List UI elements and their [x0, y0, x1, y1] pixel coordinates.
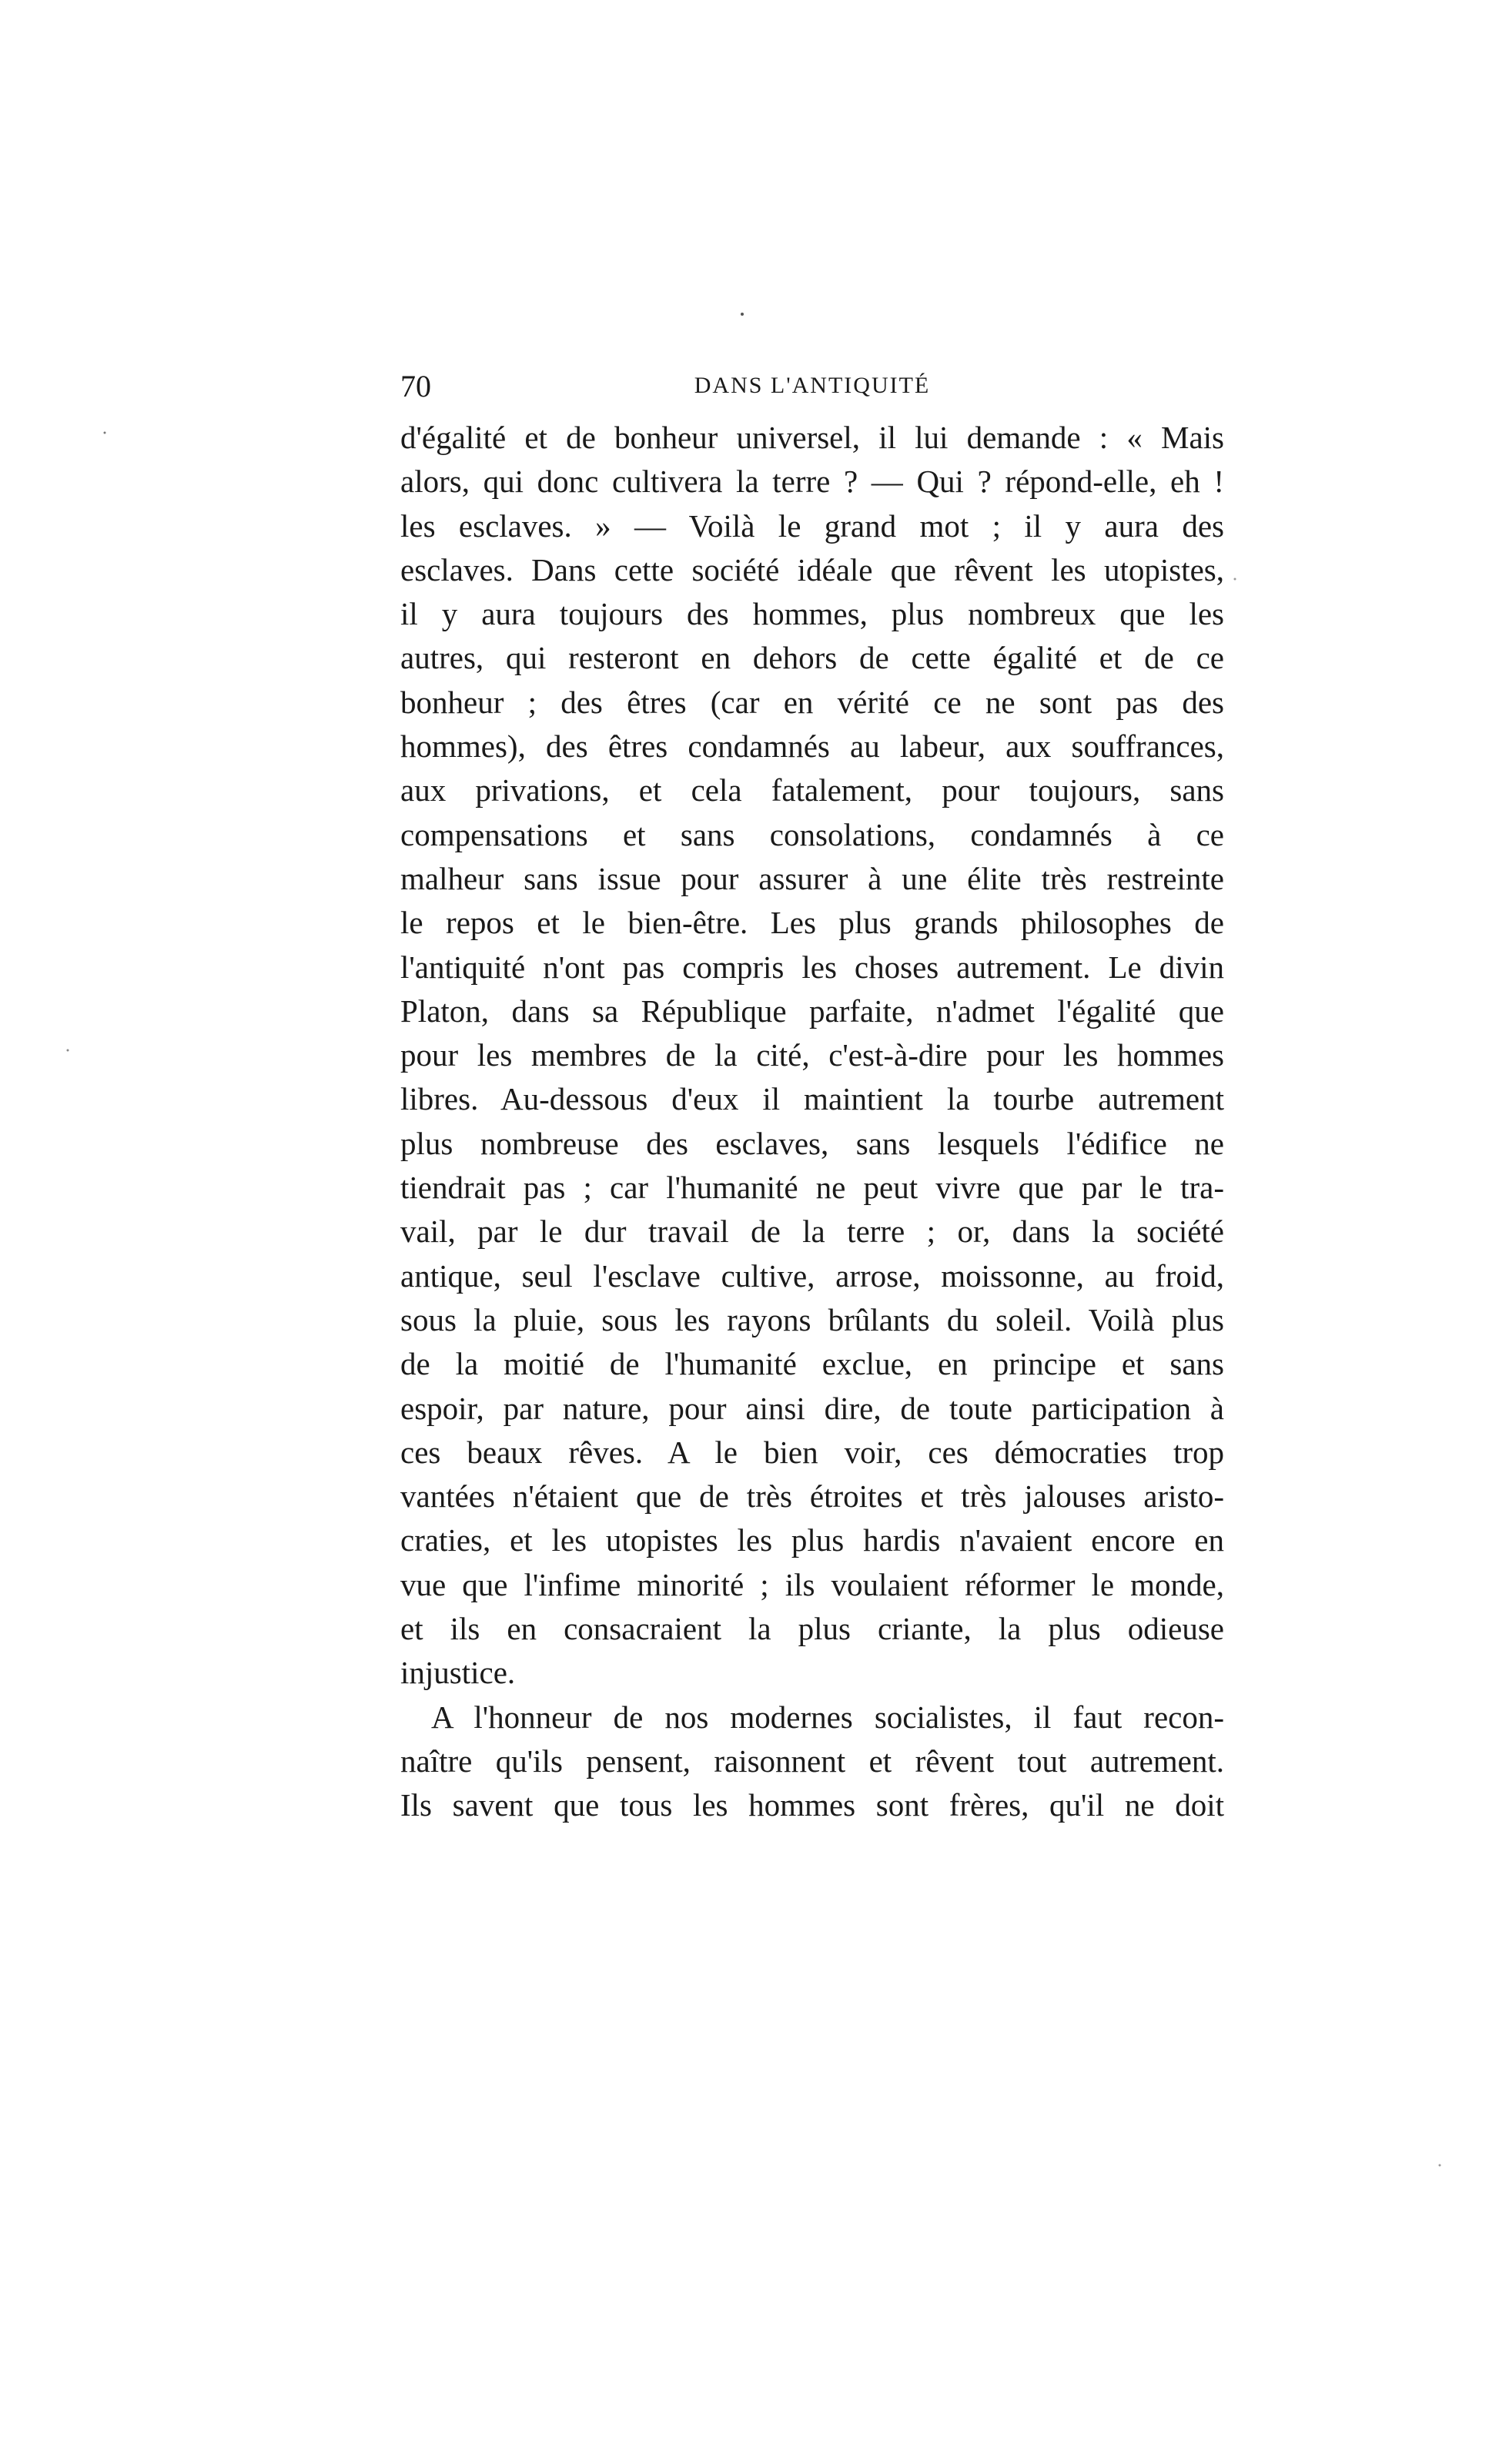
text-line: vantées n'étaient que de très étroites et très jalouses aristo- [400, 1478, 1224, 1515]
running-head: DANS L'ANTIQUITÉ [694, 373, 931, 398]
text-line: vue que l'infime minorité ; ils voulaient réformer le monde, [400, 1566, 1224, 1602]
text-line: sous la pluie, sous les rayons brûlants du soleil. Voilà plus [400, 1301, 1224, 1337]
text-line: antique, seul l'esclave cultive, arrose, moissonne, au froid, [400, 1257, 1224, 1294]
text-line: craties, et les utopistes les plus hardis n'avaient encore en [400, 1522, 1224, 1558]
text-line: Ils savent que tous les hommes sont frères, qu'il ne doit [400, 1787, 1224, 1823]
text-line: Platon, dans sa République parfaite, n'admet l'égalité que [400, 993, 1224, 1029]
text-line: espoir, par nature, pour ainsi dire, de toute participation à [400, 1390, 1224, 1426]
paper-speck [1234, 578, 1236, 581]
text-line: les esclaves. » — Voilà le grand mot ; il y aura des [400, 507, 1224, 544]
text-line: de la moitié de l'humanité exclue, en principe et sans [400, 1346, 1224, 1382]
page-number: 70 [400, 369, 431, 403]
text-line: alors, qui donc cultivera la terre ? — Qui ? répond-elle, eh ! [400, 464, 1224, 500]
text-line: pour les membres de la cité, c'est-à-dire pour les hommes [400, 1037, 1224, 1073]
text-line: hommes), des êtres condamnés au labeur, aux souffrances, [400, 728, 1224, 765]
text-line: naître qu'ils pensent, raisonnent et rêvent tout autrement. [400, 1743, 1224, 1779]
text-line: injustice. [400, 1655, 516, 1691]
paper-speck [1439, 2164, 1441, 2167]
text-line: le repos et le bien-être. Les plus grands philosophes de [400, 905, 1224, 941]
text-line: malheur sans issue pour assurer à une élite très restreinte [400, 860, 1224, 896]
text-line: vail, par le dur travail de la terre ; or, dans la société [400, 1214, 1224, 1250]
text-line: et ils en consacraient la plus criante, la plus odieuse [400, 1611, 1224, 1647]
text-line: d'égalité et de bonheur universel, il lui demande : « Mais [400, 420, 1224, 455]
text-line: libres. Au-dessous d'eux il maintient la tourbe autrement [400, 1081, 1224, 1117]
paper-speck [741, 313, 744, 316]
text-body [400, 416, 1224, 1828]
text-line: aux privations, et cela fatalement, pour toujours, sans [400, 772, 1224, 808]
paper-speck [67, 1050, 69, 1052]
text-line: l'antiquité n'ont pas compris les choses autrement. Le divin [400, 949, 1224, 985]
text-line: plus nombreuse des esclaves, sans lesquels l'édifice ne [400, 1125, 1224, 1161]
page-header [400, 362, 1224, 408]
paper-speck [104, 432, 106, 434]
text-line: ces beaux rêves. A le bien voir, ces démocraties trop [400, 1434, 1224, 1470]
text-line: autres, qui resteront en dehors de cette égalité et de ce [400, 640, 1224, 676]
text-line: il y aura toujours des hommes, plus nombreux que les [400, 596, 1224, 632]
text-line: bonheur ; des êtres (car en vérité ce ne sont pas des [400, 684, 1224, 720]
text-line: tiendrait pas ; car l'humanité ne peut vivre que par le tra- [400, 1170, 1224, 1206]
text-line: esclaves. Dans cette société idéale que rêvent les utopistes, [400, 551, 1224, 588]
text-line: compensations et sans consolations, condamnés à ce [400, 816, 1224, 852]
paragraph [400, 1696, 1224, 1828]
paragraph [400, 416, 1224, 1696]
text-line: A l'honneur de nos modernes socialistes, il faut recon- [431, 1699, 1224, 1735]
